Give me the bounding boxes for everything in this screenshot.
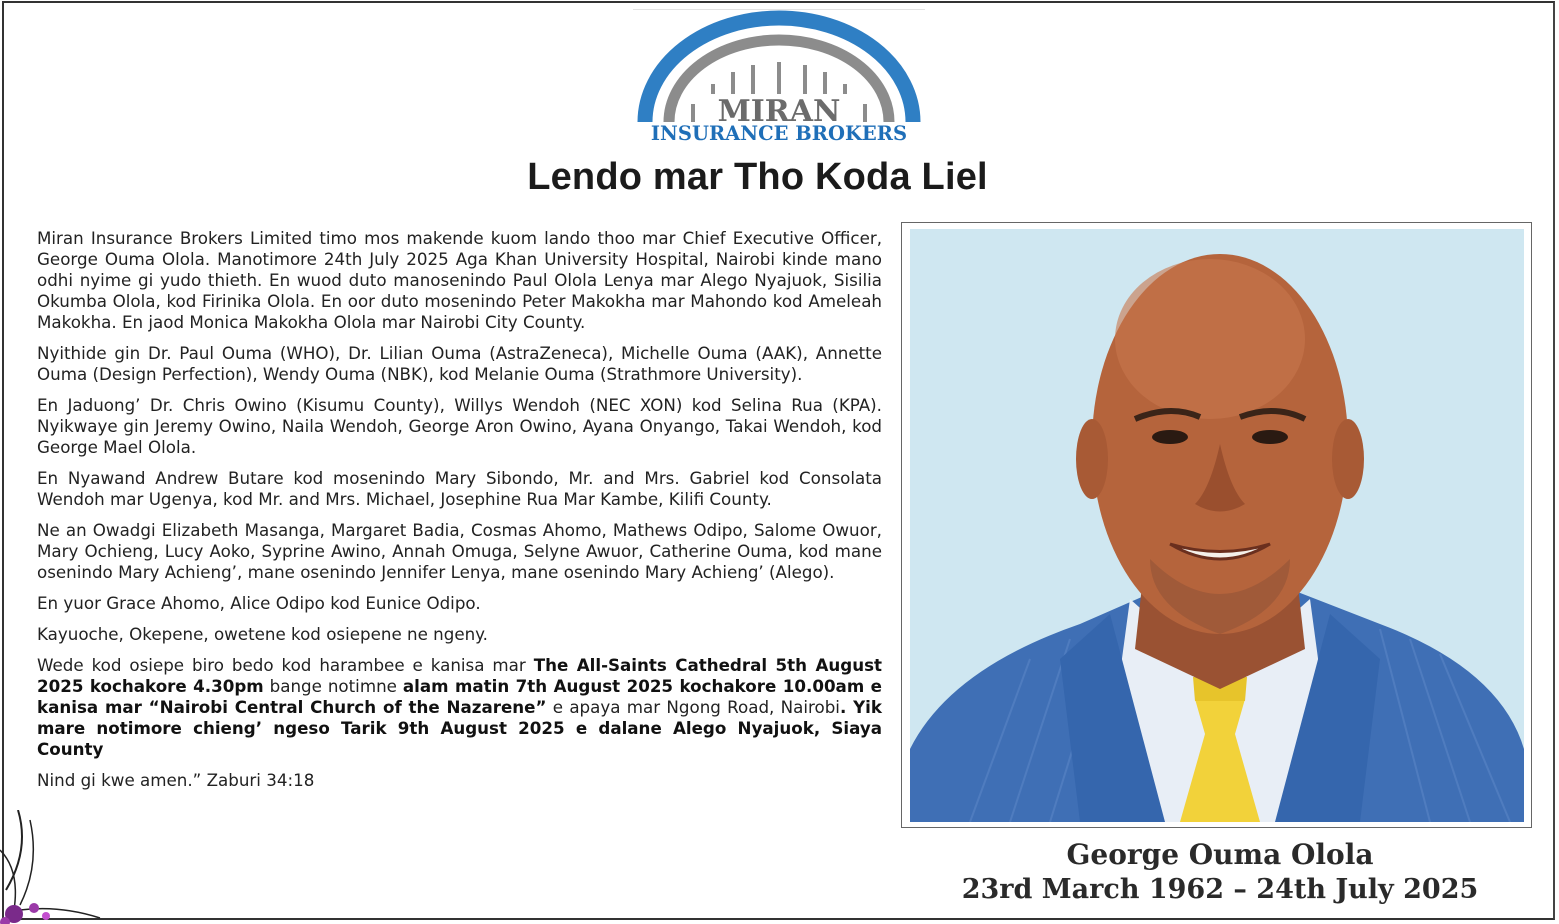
notice-paragraph bbox=[37, 343, 882, 385]
portrait-photo bbox=[910, 229, 1524, 822]
text-run: Ne an Owadgi Elizabeth Masanga, Margaret Badia, Cosmas Ahomo, Mathews Odipo, Salome Owuor, Mary Ochieng, Lucy Aoko, Syprine Awino, Annah Omuga, Selyne Awuor, Catherine Ouma, kod mane osenindo Mary Achieng’, mane osenindo Jennifer Lenya, mane osenindo Mary Achieng’ (Alego). bbox=[37, 520, 882, 582]
text-run: Wede kod osiepe biro bedo kod harambee e kanisa mar bbox=[37, 655, 534, 675]
notice-paragraph bbox=[37, 228, 882, 333]
text-run: e apaya mar Ngong Road, Nairobi bbox=[546, 697, 840, 717]
text-run: bange notimne bbox=[263, 676, 403, 696]
text-run: Nind gi kwe amen.” Zaburi 34:18 bbox=[37, 770, 315, 790]
bold-text: . Yik mare notimore chieng’ ngeso Tarik 9th August 2025 e dalane Alego Nyajuok, Siaya County bbox=[37, 697, 882, 759]
company-logo bbox=[633, 9, 925, 145]
notice-body bbox=[37, 228, 882, 801]
deceased-name: George Ouma Olola bbox=[1066, 838, 1374, 871]
text-run: En Nyawand Andrew Butare kod mosenindo Mary Sibondo, Mr. and Mrs. Gabriel kod Consolata Wendoh mar Ugenya, kod Mr. and Mrs. Michael, Josephine Rua Mar Kambe, Kilifi County. bbox=[37, 468, 882, 509]
text-run: Miran Insurance Brokers Limited timo mos makende kuom lando thoo mar Chief Executive Officer, George Ouma Olola. Manotimore 24th July 2025 Aga Khan University Hospital, Nairobi kinde mano odhi nyime gi yudo thieth. En wuod duto manosenindo Paul Olola Lenya mar Alego Nyajuok, Sisilia Okumba Olola, kod Firinika Olola. En oor duto mosenindo Peter Makokha mar Mahondo kod Ameleah Makokha. En jaod Monica Makokha Olola mar Nairobi City County. bbox=[37, 228, 882, 332]
flower-decoration bbox=[0, 810, 110, 924]
notice-paragraph bbox=[37, 593, 882, 614]
life-dates: 23rd March 1962 – 24th July 2025 bbox=[961, 874, 1479, 905]
text-run: En yuor Grace Ahomo, Alice Odipo kod Eunice Odipo. bbox=[37, 593, 481, 613]
notice-title: Lendo mar Tho Koda Liel bbox=[527, 156, 988, 198]
notice-paragraph bbox=[37, 468, 882, 510]
portrait-frame bbox=[901, 222, 1532, 828]
notice-paragraph bbox=[37, 520, 882, 583]
bold-text: alam matin 7th August 2025 kochakore 10.00am e kanisa mar “Nairobi Central Church of the Nazarene” bbox=[37, 676, 882, 717]
notice-paragraph bbox=[37, 395, 882, 458]
text-run: Nyithide gin Dr. Paul Ouma (WHO), Dr. Lilian Ouma (AstraZeneca), Michelle Ouma (AAK), Annette Ouma (Design Perfection), Wendy Ouma (NBK), kod Melanie Ouma (Strathmore University). bbox=[37, 343, 882, 384]
logo-line1: MIRAN bbox=[717, 94, 841, 129]
notice-paragraph bbox=[37, 655, 882, 760]
bold-text: The All-Saints Cathedral 5th August 2025 kochakore 4.30pm bbox=[37, 655, 882, 696]
notice-paragraph bbox=[37, 770, 882, 791]
text-run: En Jaduong’ Dr. Chris Owino (Kisumu County), Willys Wendoh (NEC XON) kod Selina Rua (KPA). Nyikwaye gin Jeremy Owino, Naila Wendoh, George Aron Owino, Ayana Onyango, Takai Wendoh, kod George Mael Olola. bbox=[37, 395, 882, 457]
logo-line2: INSURANCE BROKERS bbox=[650, 122, 908, 145]
text-run: Kayuoche, Okepene, owetene kod osiepene ne ngeny. bbox=[37, 624, 488, 644]
notice-paragraph bbox=[37, 624, 882, 645]
